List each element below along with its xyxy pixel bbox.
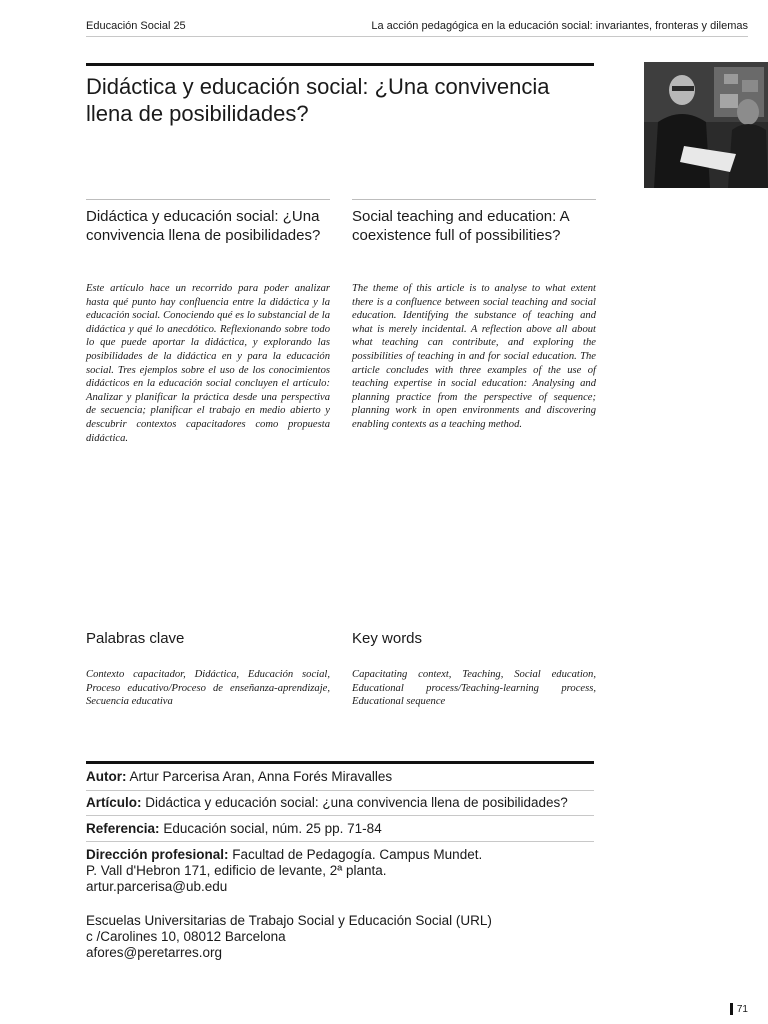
spanish-abstract: Este artículo hace un recorrido para poder analizar hasta qué punto hay confluencia entre la didáctica y la educación social. Conociendo qué es lo substancial de la didáctica y qué lo anecdótico. Reflexionando sobre todo lo que puede aportar la didáctica, y explorando las posibilidades de la didáctica en y para la educación social. Tres ejemplos sobre el uso de los conocimientos didácticos en la educación social concluyen el artículo: Analizar y planificar la práctica desde una perspectiva de secuencia; planificar el trabajo en medio abierto y descubrir contextos capacitadores como propuesta didáctica.	[86, 283, 330, 444]
article-value: Didáctica y educación social: ¿una convivencia llena de posibilidades?	[145, 795, 568, 810]
address-label: Dirección profesional:	[86, 847, 229, 862]
title-rule	[86, 63, 594, 66]
info-divider	[86, 790, 594, 791]
running-title: La acción pedagógica en la educación social: invariantes, fronteras y dilemas	[371, 20, 748, 32]
school-block	[86, 913, 594, 961]
address-line2: P. Vall d'Hebron 171, edificio de levante, 2ª planta.	[86, 863, 387, 878]
english-keywords: Capacitating context, Teaching, Social education, Educational process/Teaching-learning process, Educational sequence	[352, 669, 596, 708]
english-heading: Social teaching and education: A coexistence full of possibilities?	[352, 208, 569, 244]
author-value: Artur Parcerisa Aran, Anna Forés Miravalles	[129, 769, 393, 784]
english-keywords-heading: Key words	[352, 630, 423, 647]
address-email[interactable]: artur.parcerisa@ub.edu	[86, 879, 228, 894]
english-abstract: The theme of this article is to analyse to what extent there is a confluence between social teaching and social education. Identifying the substance of teaching and what is merely incidental. A reflection above all about what teaching can contribute, and exploring the possibilities of teaching in and for social education. The article concludes with three examples of the use of teaching expertise in social education: Analysing and planning practice from the perspective of sequence; planning work in open environments and discovering enabling contexts as a teaching method.	[352, 283, 596, 430]
article-line	[86, 795, 594, 810]
author-label: Autor:	[86, 769, 127, 784]
journal-name: Educación Social 25	[86, 20, 186, 32]
reference-value: Educación social, núm. 25 pp. 71-84	[163, 821, 382, 836]
author-line	[86, 769, 594, 784]
school-line1: Escuelas Universitarias de Trabajo Social y Educación Social (URL)	[86, 913, 492, 928]
school-email[interactable]: afores@peretarres.org	[86, 945, 223, 960]
spanish-keywords: Contexto capacitador, Didáctica, Educación social, Proceso educativo/Proceso de enseñanza-aprendizaje, Secuencia educativa	[86, 669, 330, 708]
spanish-column-rule	[86, 199, 330, 200]
address-block	[86, 847, 594, 895]
address-line1: Facultad de Pedagogía. Campus Mundet.	[232, 847, 483, 862]
info-rule	[86, 761, 594, 764]
article-label: Artículo:	[86, 795, 142, 810]
author-photo	[644, 62, 768, 188]
spanish-keywords-heading: Palabras clave	[86, 630, 185, 647]
article-title: Didáctica y educación social: ¿Una convivencia llena de posibilidades?	[86, 74, 550, 126]
reference-line	[86, 821, 594, 836]
info-divider	[86, 841, 594, 842]
school-line2: c /Carolines 10, 08012 Barcelona	[86, 929, 286, 944]
spanish-heading: Didáctica y educación social: ¿Una convivencia llena de posibilidades?	[86, 208, 321, 244]
page-number	[730, 1003, 748, 1015]
info-divider	[86, 815, 594, 816]
english-column-rule	[352, 199, 596, 200]
header-divider	[86, 36, 748, 37]
page-number-bar	[730, 1003, 733, 1015]
page-number-value: 71	[736, 1003, 748, 1015]
reference-label: Referencia:	[86, 821, 160, 836]
